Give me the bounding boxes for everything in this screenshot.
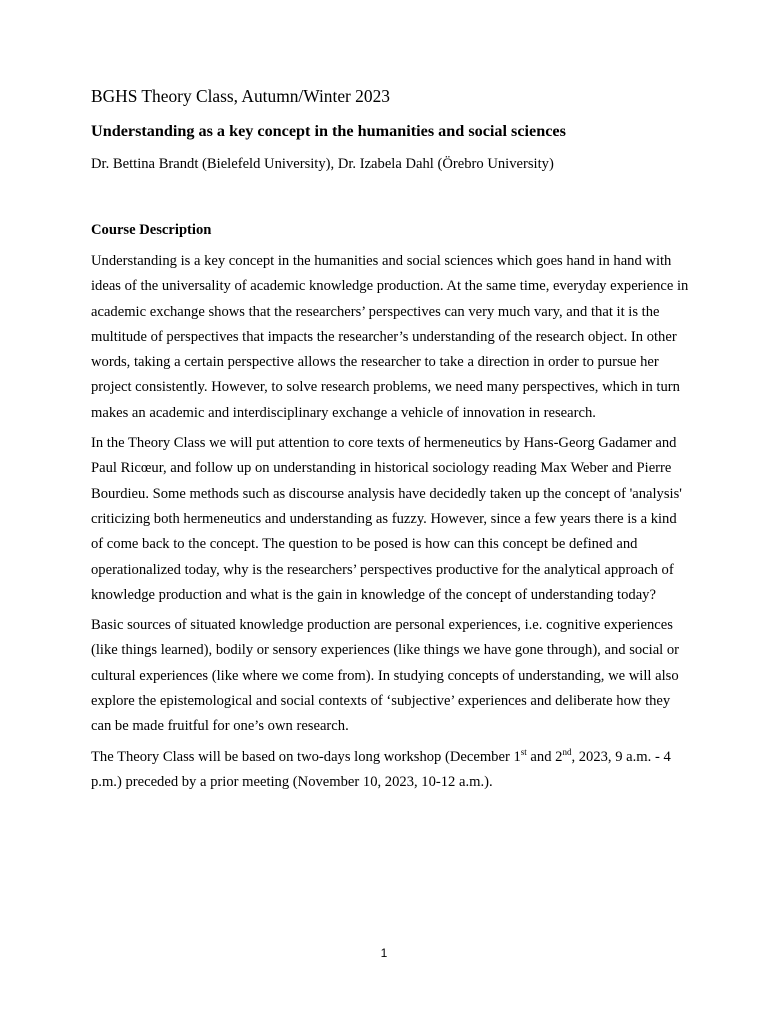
paragraph-3: Basic sources of situated knowledge production are personal experiences, i.e. cognitive experiences (like things learned), bodily or sensory experiences (like things we have gone through), and social or cultural experiences (like where we come from). In studying concepts of understanding, we will also explore the epistemological and social contexts of ‘subjective’ experiences and deliberate how they can be made fruitful for one’s own research. xyxy=(91,617,680,735)
paragraph-4-schedule xyxy=(91,745,691,796)
page-number: 1 xyxy=(380,946,388,960)
ordinal-suffix-nd: nd xyxy=(562,746,572,757)
document-title: Understanding as a key concept in the humanities and social sciences xyxy=(91,122,566,140)
schedule-text-part1: The Theory Class will be based on two-days long workshop (December 1 xyxy=(91,748,521,765)
authors-line: Dr. Bettina Brandt (Bielefeld University), Dr. Izabela Dahl (Örebro University) xyxy=(91,156,554,172)
course-header: BGHS Theory Class, Autumn/Winter 2023 xyxy=(91,86,390,106)
section-heading-course-description: Course Description xyxy=(91,222,212,238)
schedule-text-part3: , 2023, 9 a.m. - 4 p.m.) preceded by a prior meeting (November 10, 2023, 10-12 a.m.). xyxy=(91,748,671,790)
document-body xyxy=(91,84,691,800)
paragraph-2: In the Theory Class we will put attention to core texts of hermeneutics by Hans-Georg Gadamer and Paul Ricœur, and follow up on understanding in historical sociology reading Max Weber and Pierre Bourdieu. Some methods such as discourse analysis have decidedly taken up the concept of 'analysis' criticizing both hermeneutics and understanding as fuzzy. However, since a few years there is a kind of come back to the concept. The question to be posed is how can this concept be defined and operationalized today, why is the researchers’ perspectives productive for the analytical approach of knowledge production and what is the gain in knowledge of the concept of understanding today? xyxy=(91,435,682,603)
paragraph-1: Understanding is a key concept in the humanities and social sciences which goes hand in hand with ideas of the universality of academic knowledge production. At the same time, everyday experience in academic exchange shows that the researchers’ perspectives can very much vary, and that it is the multitude of perspectives that impacts the researcher’s understanding of the research object. In other words, taking a certain perspective allows the researcher to take a direction in order to pursue her project consistently. However, to solve research problems, we need many perspectives, which in turn makes an academic and interdisciplinary exchange a vehicle of innovation in research. xyxy=(91,253,689,421)
ordinal-suffix-st: st xyxy=(520,746,527,757)
schedule-text-part2: and 2 xyxy=(526,748,563,765)
